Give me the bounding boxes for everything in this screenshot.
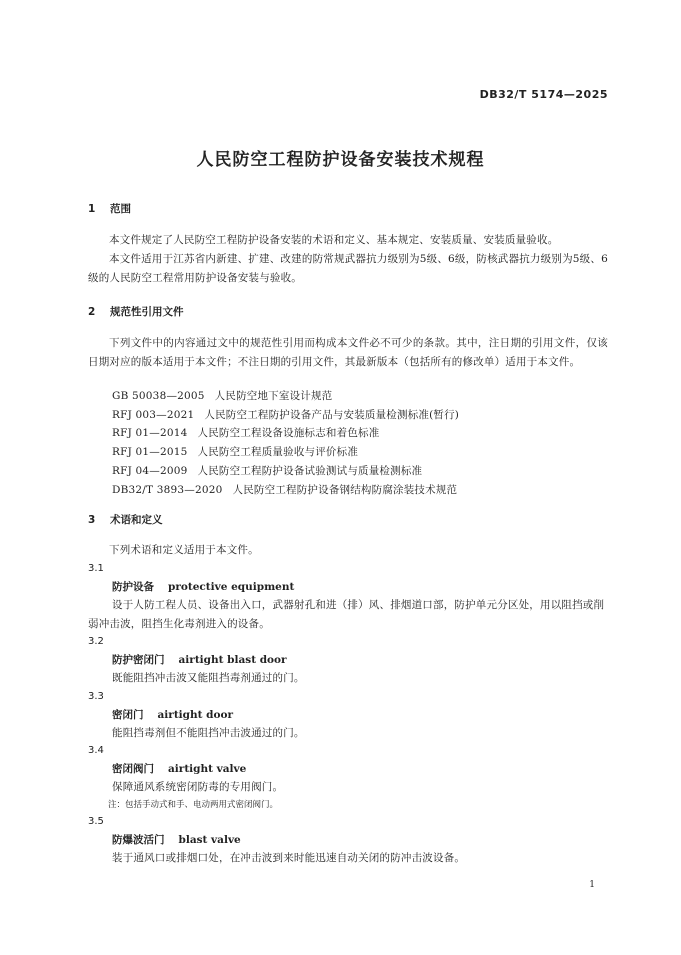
term-definition: 能阻挡毒剂但不能阻挡冲击波通过的门。 [112,726,305,739]
reference-name: 人民防空工程防护设备试验测试与质量检测标准 [197,464,423,477]
section-title: 术语和定义 [110,514,163,526]
section-1-heading [88,201,608,216]
document-title: 人民防空工程防护设备安装技术规程 [196,150,485,170]
section-number: 1 [88,203,96,215]
reference-name: 人民防空工程防护设备钢结构防腐涂装技术规范 [232,483,458,496]
reference-item [88,387,608,406]
term-number: 3.4 [88,745,104,756]
term-zh: 防爆波活门 [112,833,165,846]
term-title [88,651,608,669]
term-definition: 既能阻挡冲击波又能阻挡毒剂通过的门。 [112,672,305,684]
reference-code: DB32/T 3893—2020 [112,483,223,496]
document-code: DB32/T 5174—2025 [479,88,608,101]
term-title [88,760,608,778]
reference-code: RFJ 04—2009 [112,464,188,477]
term-number: 3.3 [88,690,104,702]
term-definition: 保障通风系统密闭防毒的专用阀门。 [112,781,284,793]
term-zh: 密闭门 [112,708,144,721]
reference-item [88,424,608,443]
term-entry [88,688,608,743]
term-note: 注：包括手动式和手、电动两用式密闭阀门。 [108,799,279,810]
term-number: 3.5 [88,815,104,827]
reference-code: GB 50038—2005 [112,390,205,402]
reference-item [88,443,608,462]
term-title [88,831,608,849]
term-entry [88,560,608,633]
reference-item [88,406,608,425]
term-en: airtight valve [168,763,247,775]
reference-name: 人民防空工程质量验收与评价标准 [197,446,359,459]
section-number: 3 [88,514,96,526]
section-1-paragraph-1: 本文件规定了人民防空工程防护设备安装的术语和定义、基本规定、安装质量、安装质量验收。 [109,234,559,246]
term-list [88,560,608,867]
reference-name: 人民防空工程防护设备产品与安装质量检测标准(暂行) [204,408,460,421]
term-number: 3.1 [88,563,104,574]
term-entry [88,813,608,868]
term-definition: 设于人防工程人员、设备出入口，武器射孔和进（排）风、排烟道口部，防护单元分区处，用以阻挡或削弱冲击波，阻挡生化毒剂进入的设备。 [88,599,605,630]
section-number: 2 [88,306,96,318]
section-2-heading [88,304,608,319]
term-zh: 密闭阀门 [112,763,154,775]
section-2-paragraph-1: 下列文件中的内容通过文中的规范性引用而构成本文件必不可少的条款。其中，注日期的引用文件，仅该日期对应的版本适用于本文件；不注日期的引用文件，其最新版本（包括所有的修改单）适用于本文件。 [88,337,608,368]
term-en: blast valve [178,833,241,846]
reference-list [88,387,608,499]
term-definition: 装于通风口或排烟口处，在冲击波到来时能迅速自动关闭的防冲击波设备。 [112,851,466,864]
page-number: 1 [589,880,595,890]
term-title [88,578,608,596]
term-zh: 防护密闭门 [112,654,165,666]
term-en: protective equipment [168,581,295,593]
term-zh: 防护设备 [112,581,154,593]
section-1-paragraph-2: 本文件适用于江苏省内新建、扩建、改建的防常规武器抗力级别为5级、6级，防核武器抗力级别为5级、6级的人民防空工程常用防护设备安装与验收。 [88,253,608,284]
reference-item [88,462,608,481]
section-3-intro: 下列术语和定义适用于本文件。 [109,544,259,556]
term-title [88,706,608,724]
reference-name: 人民防空工程设备设施标志和着色标准 [197,427,380,440]
reference-code: RFJ 01—2014 [112,427,188,440]
section-title: 规范性引用文件 [110,306,184,318]
term-en: airtight blast door [178,654,287,666]
term-en: airtight door [157,708,234,721]
reference-code: RFJ 01—2015 [112,446,188,459]
term-number: 3.2 [88,636,104,647]
reference-name: 人民防空地下室设计规范 [214,390,333,402]
term-entry [88,633,608,688]
term-entry [88,742,608,813]
reference-code: RFJ 003—2021 [112,408,195,421]
section-title: 范围 [110,203,131,215]
section-3-heading [88,512,608,527]
reference-item [88,481,608,500]
